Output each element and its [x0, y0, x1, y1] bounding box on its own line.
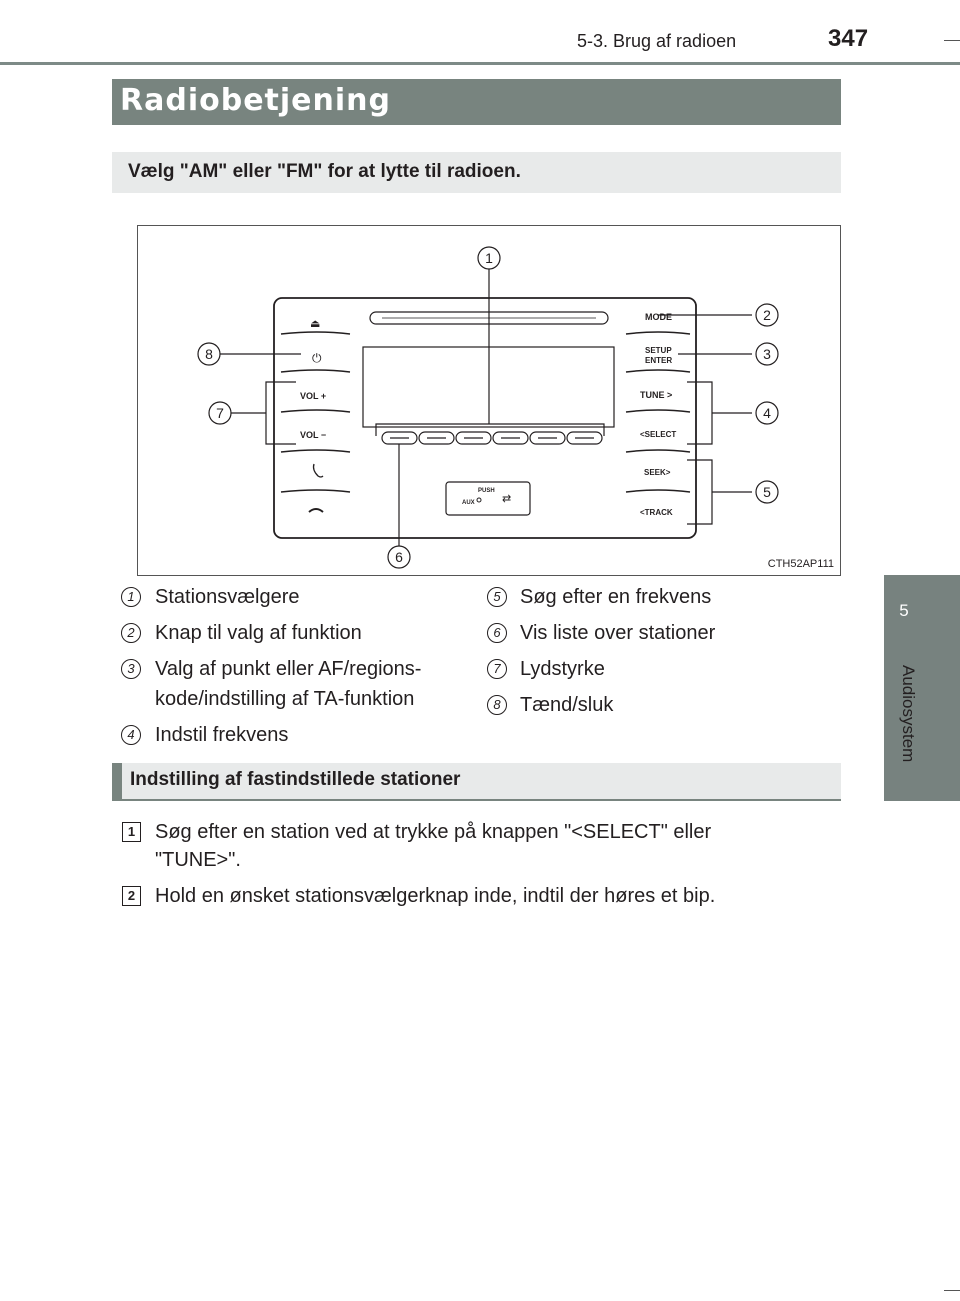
step-text-2: Hold en ønsket stationsvælgerknap inde, indtil der høres et bip.	[155, 885, 716, 907]
legend-num-1: 1	[121, 587, 141, 607]
phone-icon	[314, 464, 324, 477]
power-icon: ⏻	[312, 351, 322, 365]
section-header: 5-3. Brug af radioen	[577, 31, 737, 51]
legend-text-1: Stationsvælgere	[155, 586, 300, 608]
vol-down-label: VOL −	[300, 430, 327, 440]
page-title: Radiobetjening	[120, 83, 391, 118]
legend-text-4: Indstil frekvens	[155, 724, 289, 746]
legend-text-3b: kode/indstilling af TA-funktion	[155, 688, 415, 710]
section-title: Indstilling af fastindstillede stationer	[130, 769, 461, 790]
step-num-1: 1	[122, 822, 141, 842]
legend-text-6: Vis liste over stationer	[520, 622, 716, 644]
legend-num-7: 7	[487, 659, 507, 679]
callout-3: 3	[763, 346, 771, 362]
page-number: 347	[828, 25, 869, 52]
callout-7: 7	[216, 405, 224, 421]
callout-8: 8	[205, 346, 213, 362]
radio-figure	[137, 225, 841, 576]
track-label: <TRACK	[640, 508, 673, 517]
info-text: Vælg "AM" eller "FM" for at lytte til radioen.	[128, 161, 521, 182]
legend-text-8: Tænd/sluk	[520, 694, 614, 716]
figure-code: CTH52AP111	[767, 558, 834, 570]
title-bar	[112, 79, 841, 125]
crop-mark	[944, 40, 960, 41]
vol-up-label: VOL +	[300, 391, 327, 401]
legend-num-5: 5	[487, 587, 507, 607]
legend-num-3: 3	[121, 659, 141, 679]
info-bar	[112, 152, 841, 193]
header-rule	[0, 62, 960, 65]
tune-label: TUNE >	[640, 390, 673, 400]
callout-4: 4	[763, 405, 771, 421]
enter-label: ENTER	[645, 356, 673, 365]
legend-text-5: Søg efter en frekvens	[520, 586, 712, 608]
usb-icon: ⇄	[502, 493, 512, 505]
chapter-label: Audiosystem	[899, 665, 918, 763]
section-accent	[112, 763, 122, 799]
legend-text-7: Lydstyrke	[520, 658, 605, 680]
callout-5: 5	[763, 484, 771, 500]
hangup-icon	[309, 509, 323, 512]
radio-diagram	[138, 226, 840, 575]
select-label: <SELECT	[640, 430, 677, 439]
step-num-2: 2	[122, 886, 141, 906]
legend-text-2: Knap til valg af funktion	[155, 622, 362, 644]
legend-num-6: 6	[487, 623, 507, 643]
eject-icon: ⏏	[310, 318, 321, 330]
legend-num-8: 8	[487, 695, 507, 715]
legend-text-3a: Valg af punkt eller AF/regions-	[155, 658, 422, 680]
callout-1: 1	[485, 250, 493, 266]
section-bar	[112, 763, 841, 801]
step-text-1a: Søg efter en station ved at trykke på knappen "<SELECT" eller	[155, 821, 712, 843]
setup-label: SETUP	[645, 346, 672, 355]
mode-label: MODE	[645, 312, 672, 322]
aux-usb-panel	[446, 482, 530, 515]
seek-label: SEEK>	[644, 468, 671, 477]
callout-6: 6	[395, 549, 403, 565]
chapter-number: 5	[899, 601, 909, 620]
aux-label: AUX	[462, 500, 475, 506]
step-text-1b: "TUNE>".	[155, 849, 241, 871]
legend-num-4: 4	[121, 725, 141, 745]
push-label: PUSH	[478, 488, 495, 494]
legend-num-2: 2	[121, 623, 141, 643]
crop-mark	[944, 1290, 960, 1291]
callout-2: 2	[763, 307, 771, 323]
